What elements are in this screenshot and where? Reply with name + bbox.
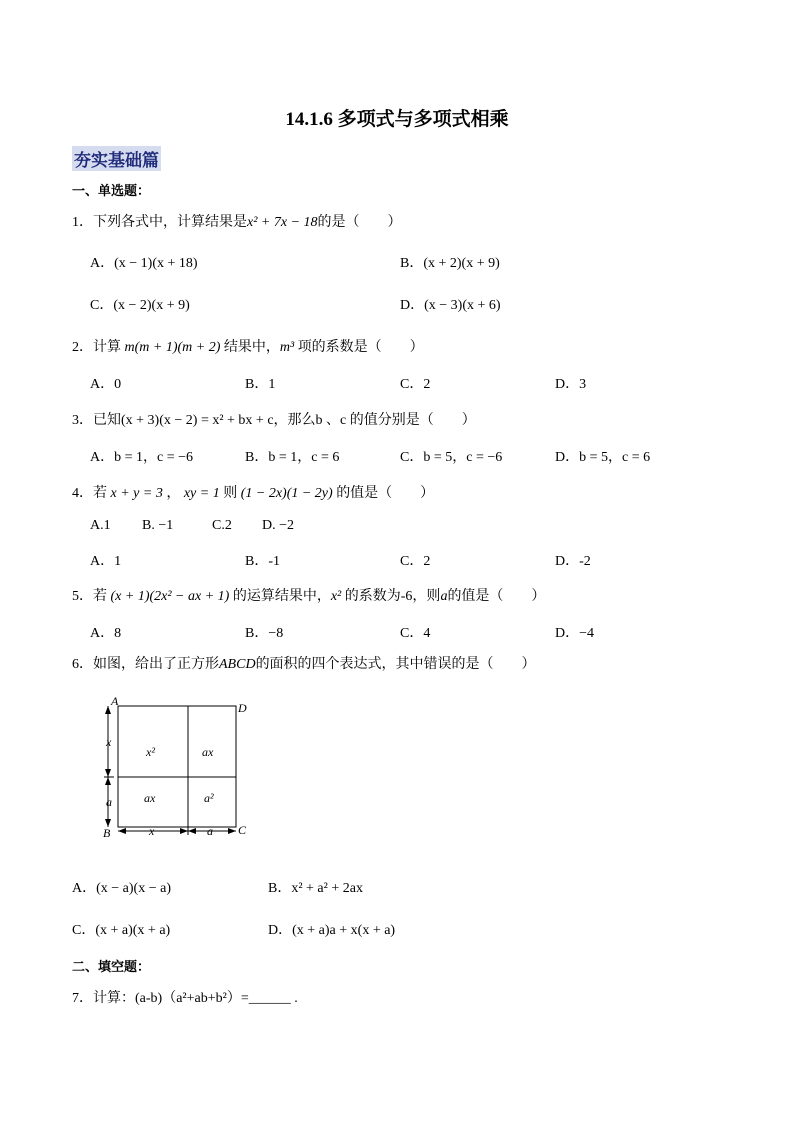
heading-fill-in: 二、填空题： bbox=[72, 959, 151, 974]
q5-stem-mid: 的运算结果中， bbox=[232, 589, 331, 604]
question-7 bbox=[72, 987, 298, 1007]
q2-option-b[interactable]: B．1 bbox=[245, 377, 276, 392]
q2-stem-post: 项的系数是（ ） bbox=[297, 340, 424, 355]
q1-option-a[interactable]: A．(x − 1)(x + 18) bbox=[90, 256, 198, 271]
q2-stem-pre: 2．计算 bbox=[72, 340, 121, 355]
q4-stem-post: 的值是（ ） bbox=[336, 486, 435, 501]
arrow-down-icon bbox=[105, 769, 111, 777]
q2-option-c[interactable]: C．2 bbox=[400, 377, 431, 392]
q1-stem-post: 的是（ ） bbox=[317, 215, 402, 230]
q2-stem-expr2: m³ bbox=[279, 340, 295, 355]
q3-option-b[interactable]: B．b = 1，c = 6 bbox=[245, 450, 340, 465]
q4-stem-expr2: xy = 1 bbox=[183, 486, 220, 501]
q1-option-c[interactable]: C．(x − 2)(x + 9) bbox=[90, 298, 190, 313]
q5-option-a[interactable]: A．8 bbox=[90, 626, 122, 641]
q1-option-b[interactable]: B．(x + 2)(x + 9) bbox=[400, 256, 500, 271]
q4-stem-expr3: (1 − 2x)(1 − 2y) bbox=[240, 486, 333, 501]
q4-alt-d: D. −2 bbox=[262, 518, 295, 533]
q5-stem-expr3: a bbox=[440, 589, 448, 604]
figure-corner-b: B bbox=[103, 826, 111, 839]
page-title: 14.1.6 多项式与多项式相乘 bbox=[285, 109, 509, 130]
figure-side-a: a bbox=[106, 795, 112, 809]
figure-corner-d: D bbox=[238, 701, 247, 715]
figure-side-x: x bbox=[106, 735, 112, 749]
arrow-right-icon bbox=[228, 828, 236, 834]
q1-stem-expr: x² + 7x − 18 bbox=[247, 215, 318, 230]
q4-stem-mid2: 则 bbox=[223, 486, 238, 501]
figure-corner-a: A bbox=[111, 694, 119, 708]
q6-option-d[interactable]: D．(x + a)a + x(x + a) bbox=[268, 923, 396, 938]
figure-outer-square bbox=[118, 706, 236, 827]
q4-alt-a: A.1 bbox=[90, 518, 111, 533]
question-1 bbox=[72, 211, 402, 231]
q4-stem-expr: x + y = 3 bbox=[110, 486, 163, 501]
question-4 bbox=[72, 482, 434, 502]
q3-option-c[interactable]: C．b = 5，c = −6 bbox=[400, 450, 503, 465]
q5-stem-pre: 5．若 bbox=[72, 589, 107, 604]
q5-option-d[interactable]: D．−4 bbox=[555, 626, 595, 641]
square-figure bbox=[98, 694, 258, 839]
q4-stem-mid: ， bbox=[166, 486, 181, 501]
q5-stem-mid2: 的系数为-6，则 bbox=[344, 589, 441, 604]
q4-option-a[interactable]: A．1 bbox=[90, 554, 122, 569]
q5-option-b[interactable]: B．−8 bbox=[245, 626, 284, 641]
figure-cell-top-left: x² bbox=[146, 745, 155, 759]
q4-alt-b: B. −1 bbox=[142, 518, 174, 533]
q5-option-c[interactable]: C．4 bbox=[400, 626, 431, 641]
arrow-left-icon bbox=[118, 828, 126, 834]
q6-stem-expr: ABCD bbox=[219, 657, 256, 672]
q6-option-c[interactable]: C．(x + a)(x + a) bbox=[72, 923, 171, 938]
question-2 bbox=[72, 336, 424, 356]
q6-option-b[interactable]: B．x² + a² + 2ax bbox=[268, 881, 363, 896]
q3-option-d[interactable]: D．b = 5，c = 6 bbox=[555, 450, 651, 465]
figure-corner-c: C bbox=[238, 823, 247, 837]
heading-single-choice: 一、单选题： bbox=[72, 183, 151, 198]
question-6 bbox=[72, 653, 536, 673]
arrow-left-icon bbox=[188, 828, 196, 834]
q2-option-d[interactable]: D．3 bbox=[555, 377, 587, 392]
q3-stem-pre: 3．已知 bbox=[72, 413, 121, 428]
q6-option-a[interactable]: A．(x − a)(x − a) bbox=[72, 881, 171, 896]
arrow-up-icon bbox=[105, 777, 111, 785]
figure-cell-top-right: ax bbox=[202, 745, 214, 759]
q2-stem-mid: 结果中， bbox=[223, 340, 280, 355]
q5-stem-expr2: x² bbox=[330, 589, 342, 604]
figure-cell-bottom-right: a² bbox=[204, 791, 214, 805]
q7-stem-expr: (a-b)（a²+ab+b²）=______ . bbox=[135, 991, 298, 1006]
q2-option-a[interactable]: A．0 bbox=[90, 377, 122, 392]
q4-option-d[interactable]: D．-2 bbox=[555, 554, 591, 569]
q4-option-b[interactable]: B．-1 bbox=[245, 554, 280, 569]
q4-alt-c: C.2 bbox=[212, 518, 232, 533]
q1-stem-pre: 1．下列各式中，计算结果是 bbox=[72, 215, 247, 230]
q3-option-a[interactable]: A．b = 1，c = −6 bbox=[90, 450, 194, 465]
q6-stem-pre: 6．如图，给出了正方形 bbox=[72, 657, 219, 672]
question-5 bbox=[72, 585, 545, 605]
q5-stem-post: 的值是（ ） bbox=[447, 589, 546, 604]
q2-stem-expr: m(m + 1)(m + 2) bbox=[124, 340, 221, 355]
figure-bottom-x: x bbox=[149, 824, 155, 838]
q4-option-c[interactable]: C．2 bbox=[400, 554, 431, 569]
q4-stem-pre: 4．若 bbox=[72, 486, 107, 501]
figure-cell-bottom-left: ax bbox=[144, 791, 156, 805]
figure-bottom-a: a bbox=[207, 824, 213, 838]
q5-stem-expr: (x + 1)(2x² − ax + 1) bbox=[110, 589, 230, 604]
q1-option-d[interactable]: D．(x − 3)(x + 6) bbox=[400, 298, 501, 313]
arrow-right-icon bbox=[180, 828, 188, 834]
section-label: 夯实基础篇 bbox=[72, 146, 161, 171]
question-3 bbox=[72, 409, 476, 429]
q7-stem-pre: 7．计算： bbox=[72, 991, 135, 1006]
q6-stem-post: 的面积的四个表达式，其中错误的是（ ） bbox=[255, 657, 536, 672]
q3-stem-post: ，那么b 、c 的值分别是（ ） bbox=[273, 413, 476, 428]
q3-stem-expr: (x + 3)(x − 2) = x² + bx + c bbox=[121, 413, 274, 428]
